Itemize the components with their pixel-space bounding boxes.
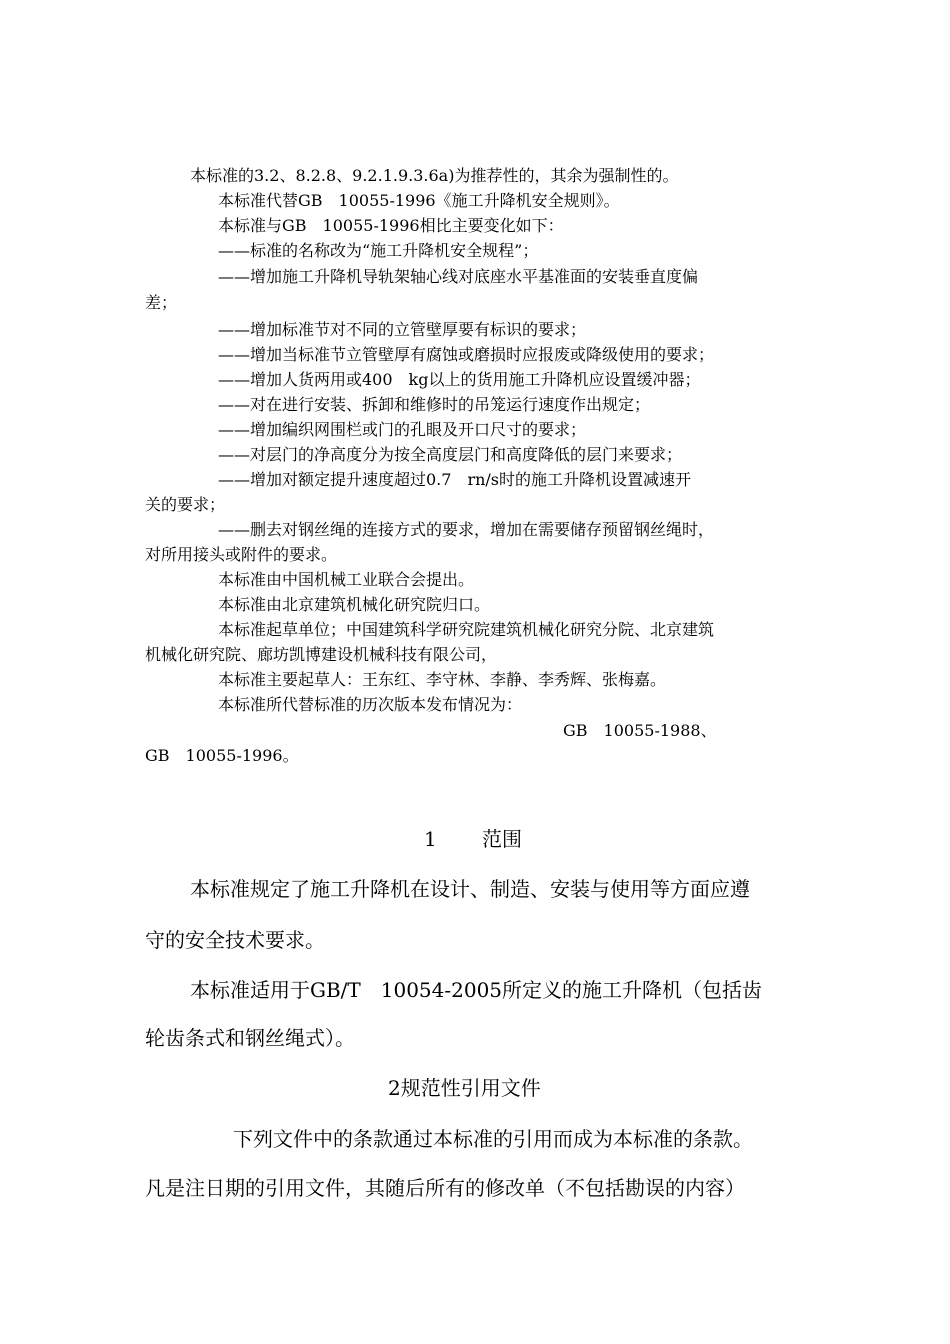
body-paragraph-line: 本标准适用于GB/T 10054-2005所定义的施工升降机（包括齿 xyxy=(190,978,763,1002)
foreword-line: ——增加施工升降机导轨架轴心线对底座水平基准面的安装垂直度偏 xyxy=(218,267,699,286)
body-paragraph-line: 本标准规定了施工升降机在设计、制造、安装与使用等方面应遵 xyxy=(190,877,750,901)
foreword-line: 对所用接头或附件的要求。 xyxy=(145,545,338,564)
foreword-line: ——对层门的净高度分为按全高度层门和高度降低的层门来要求； xyxy=(218,445,683,464)
foreword-line: 本标准起草单位；中国建筑科学研究院建筑机械化研究分院、北京建筑 xyxy=(218,620,715,639)
foreword-line: ——对在进行安装、拆卸和维修时的吊笼运行速度作出规定； xyxy=(218,395,651,414)
foreword-line: GB 10055-1996。 xyxy=(145,746,299,765)
foreword-line: 本标准主要起草人：王东红、李守林、李静、李秀辉、张梅嘉。 xyxy=(218,670,667,689)
foreword-line: GB 10055-1988、 xyxy=(563,721,717,740)
body-paragraph-line: 守的安全技术要求。 xyxy=(145,928,325,952)
body-paragraph-line: 凡是注日期的引用文件，其随后所有的修改单（不包括勘误的内容） xyxy=(145,1176,745,1200)
foreword-line: ——标准的名称改为“施工升降机安全规程”； xyxy=(218,241,539,260)
foreword-line: ——增加人货两用或400 kg以上的货用施工升降机应设置缓冲器； xyxy=(218,370,701,389)
foreword-line: 本标准与GB 10055-1996相比主要变化如下： xyxy=(218,216,564,235)
section-number: 1 xyxy=(424,827,437,851)
foreword-line: 本标准代替GB 10055-1996《施工升降机安全规则》。 xyxy=(218,191,620,210)
foreword-line: ——增加标准节对不同的立管壁厚要有标识的要求； xyxy=(218,320,587,339)
body-paragraph-line: 轮齿条式和钢丝绳式）。 xyxy=(145,1026,355,1050)
foreword-line: 本标准所代替标准的历次版本发布情况为： xyxy=(218,695,523,714)
foreword-line: ——删去对钢丝绳的连接方式的要求，增加在需要储存预留钢丝绳时， xyxy=(218,520,715,539)
foreword-line: 本标准由中国机械工业联合会提出。 xyxy=(218,570,475,589)
foreword-line: 关的要求； xyxy=(145,495,226,514)
foreword-line: 机械化研究院、廊坊凯博建设机械科技有限公司， xyxy=(145,645,498,664)
section-heading: 2规范性引用文件 xyxy=(388,1076,541,1100)
foreword-line: 本标准由北京建筑机械化研究院归口。 xyxy=(218,595,491,614)
foreword-line: ——增加当标准节立管壁厚有腐蚀或磨损时应报废或降级使用的要求； xyxy=(218,345,715,364)
foreword-line: ——增加编织网围栏或门的孔眼及开口尺寸的要求； xyxy=(218,420,587,439)
section-title: 范围 xyxy=(482,827,522,851)
foreword-line: ——增加对额定提升速度超过0.7 rn/s时的施工升降机设置减速开 xyxy=(218,470,692,489)
foreword-line: 本标准的3.2、8.2.8、9.2.1.9.3.6a)为推荐性的，其余为强制性的。 xyxy=(190,166,679,185)
body-paragraph-line: 下列文件中的条款通过本标准的引用而成为本标准的条款。 xyxy=(233,1127,753,1151)
foreword-line: 差； xyxy=(145,293,178,312)
